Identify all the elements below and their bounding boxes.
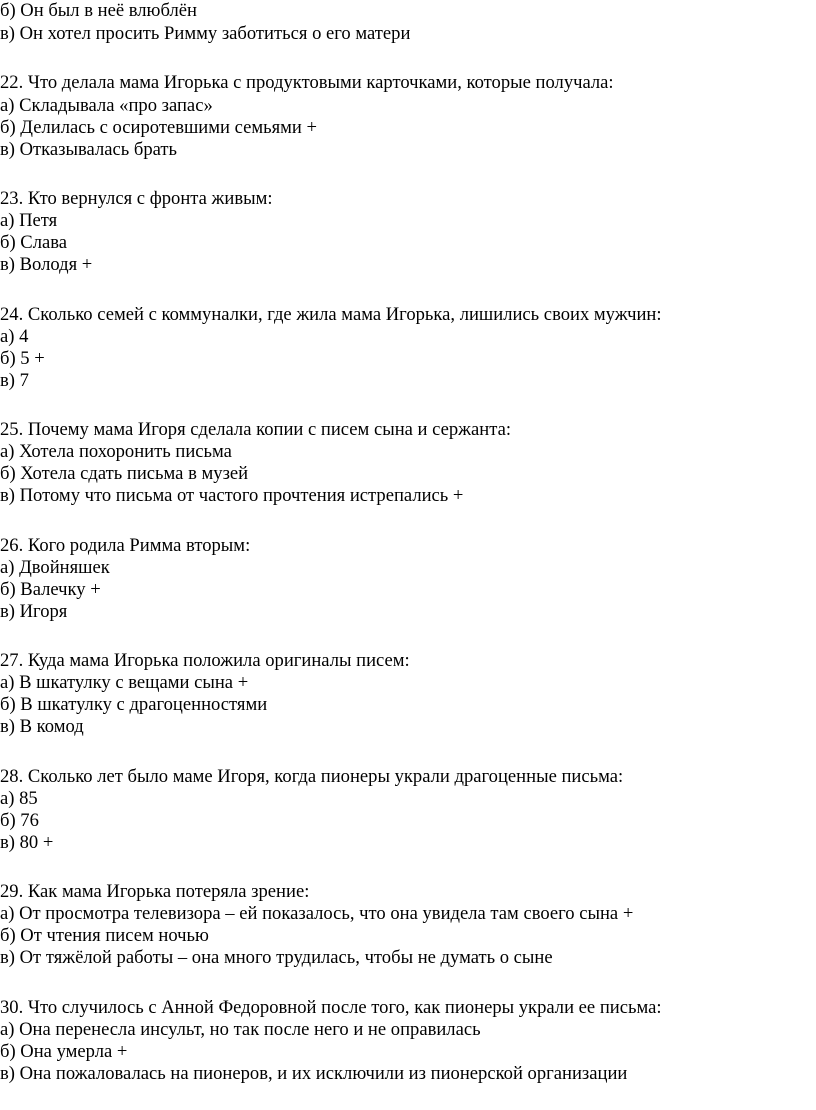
answer-option: в) Володя +: [0, 254, 93, 275]
question-title: 25. Почему мама Игоря сделала копии с писем сына и сержанта:: [0, 419, 511, 440]
question-title: 24. Сколько семей с коммуналки, где жила мама Игорька, лишились своих мужчин:: [0, 304, 662, 325]
answer-option: в) 7: [0, 370, 29, 391]
answer-option: в) Она пожаловалась на пионеров, и их исключили из пионерской организации: [0, 1063, 628, 1084]
answer-option: а) От просмотра телевизора – ей показалось, что она увидела там своего сына +: [0, 903, 634, 924]
question-title: 22. Что делала мама Игорька с продуктовыми карточками, которые получала:: [0, 72, 614, 93]
answer-option: б) В шкатулку с драгоценностями: [0, 694, 268, 715]
answer-option: в) В комод: [0, 716, 84, 737]
answer-option: в) Игоря: [0, 601, 68, 622]
answer-option: а) Петя: [0, 210, 58, 231]
answer-option: б) От чтения писем ночью: [0, 925, 209, 946]
question-title: 28. Сколько лет было маме Игоря, когда пионеры украли драгоценные письма:: [0, 766, 624, 787]
answer-option: в) 80 +: [0, 832, 54, 853]
answer-option: а) Складывала «про запас»: [0, 95, 213, 116]
answer-option: б) Хотела сдать письма в музей: [0, 463, 249, 484]
answer-option: а) 85: [0, 788, 38, 809]
answer-option: а) 4: [0, 326, 29, 347]
intro-option: в) Он хотел просить Римму заботиться о его матери: [0, 23, 411, 44]
question-title: 26. Кого родила Римма вторым:: [0, 535, 251, 556]
answer-option: б) Она умерла +: [0, 1041, 128, 1062]
question-title: 27. Куда мама Игорька положила оригиналы писем:: [0, 650, 410, 671]
answer-option: а) В шкатулку с вещами сына +: [0, 672, 249, 693]
answer-option: б) Делилась с осиротевшими семьями +: [0, 117, 317, 138]
answer-option: а) Хотела похоронить письма: [0, 441, 232, 462]
answer-option: б) Слава: [0, 232, 68, 253]
answer-option: в) От тяжёлой работы – она много трудилась, чтобы не думать о сыне: [0, 947, 553, 968]
answer-option: в) Отказывалась брать: [0, 139, 178, 160]
answer-option: б) 76: [0, 810, 39, 831]
intro-option: б) Он был в неё влюблён: [0, 0, 197, 21]
answer-option: б) 5 +: [0, 348, 45, 369]
answer-option: а) Двойняшек: [0, 557, 110, 578]
answer-option: а) Она перенесла инсульт, но так после него и не оправилась: [0, 1019, 481, 1040]
question-title: 29. Как мама Игорька потеряла зрение:: [0, 881, 310, 902]
answer-option: в) Потому что письма от частого прочтения истрепались +: [0, 485, 464, 506]
question-title: 30. Что случилось с Анной Федоровной после того, как пионеры украли ее письма:: [0, 997, 662, 1018]
question-title: 23. Кто вернулся с фронта живым:: [0, 188, 273, 209]
answer-option: б) Валечку +: [0, 579, 101, 600]
